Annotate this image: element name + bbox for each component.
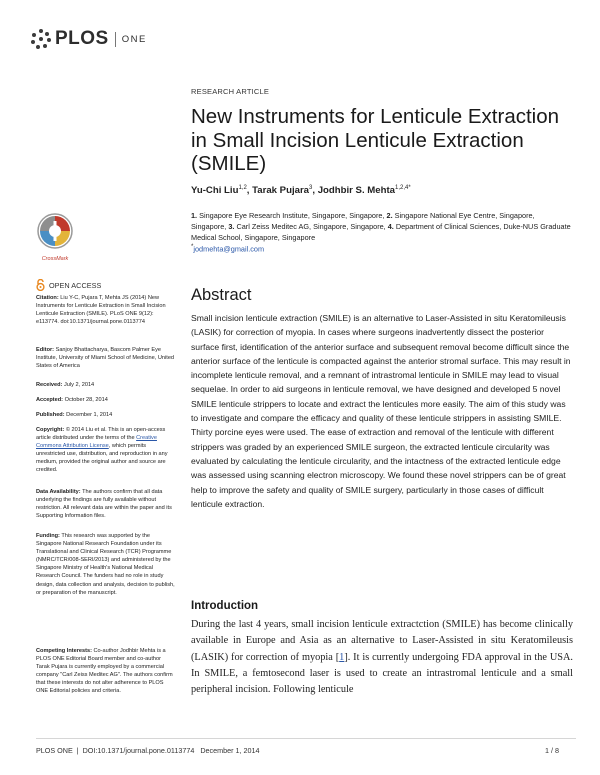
author-name: Yu-Chi Liu — [191, 185, 239, 197]
article-type: RESEARCH ARTICLE — [191, 87, 270, 96]
author-name: Tarak Pujara — [252, 185, 310, 197]
introduction-heading: Introduction — [191, 600, 259, 612]
affiliation-number: 4. — [387, 222, 394, 231]
author-affiliation-marker: 1,2,4* — [395, 185, 411, 191]
abstract-heading: Abstract — [191, 286, 252, 304]
crossmark-label: CrossMark — [41, 256, 69, 262]
funding-info: Funding: This research was supported by the Singapore National Research Foundation under its Translational and Clinical Research (TCR) Programme (NMRC/TCR/008-SERI/2013) and administered by the Singapore Ministry of Health's National Medical Research Council. The funders had no role in study design, data collection and analysis, decision to publish, or preparation of the manuscript. — [36, 533, 175, 596]
competing-interests-info: Competing Interests: Co-author Jodhbir Mehta is a PLOS ONE Editorial Board member and co-author Tarak Pujara is currently employed by a commercial company "Carl Zeiss Meditec AG". The authors confirm that these interests do not alter adherence to PLOS ONE Editorial policies and criteria. — [36, 648, 173, 695]
affiliation-number: 3. — [228, 222, 235, 231]
affiliation-text: Singapore Eye Research Institute, Singapore, Singapore, — [197, 211, 387, 220]
logo-plos-text: PLOS — [55, 28, 109, 49]
author-affiliation-marker: 1,2 — [238, 185, 247, 191]
author-list: Yu-Chi Liu$^{1,2}$, Tarak Pujara$^3$, Jodhbir S. Mehta$^{1,2,4*}$ — [191, 185, 411, 197]
affiliation-number: 1. — [191, 211, 198, 220]
citation-info: Citation: Liu Y-C, Pujara T, Mehta JS (2014) New Instruments for Lenticule Extraction in Small Incision Lenticule Extraction (SMILE). PLoS ONE 9(12): e113774. doi:10.1371/journal.pone.0113774 — [36, 295, 166, 326]
affiliation-text: Carl Zeiss Meditec AG, Singapore, Singapore, — [234, 222, 388, 231]
accepted-date: Accepted: October 28, 2014 — [36, 397, 108, 403]
footer-journal-info: PLOS ONE | DOI:10.1371/journal.pone.0113774 December 1, 2014 — [36, 746, 260, 755]
crossmark-badge[interactable] — [36, 212, 74, 262]
author-affiliation-marker: 3 — [309, 185, 313, 191]
abstract-body: Small incision lenticule extraction (SMILE) is an alternative to Laser-Assisted in situ Keratomileusis (LASIK) for correction of myopia. In cases where surgeons inadvertently dissect the posterior surface first, identification of the anterior surface and subsequent removal become difficult since the anterior surface of the lenticule is compacted against the anterior stromal surface. This may result in incomplete lenticule removal, and a remnant of intrastromal lenticule in SMILE may lead to visual sequelae. In order to aid surgeons in lenticule removal, we have designed and developed 5 novel SMILE lenticule strippers to locate and extract the lenticules more easily. The aim of this study was to investigate and compare the efficacy and quality of these lenticule strippers in assisting SMILE. Thirty porcine eyes were used. The ease of extraction and removal of the lenticule with different strippers was graded by an experienced SMILE surgeon, the extracted lenticule circularity was evaluated by calculating the lenticule circularity, and the intactness of the extracted lenticule edge was assessed using scanning electron microscopy. We found these novel strippers can be of great help to improve the safety and quality of SMILE surgery, particularly in those cases of difficult lenticule extraction. — [191, 313, 571, 509]
article-title: New Instruments for Lenticule Extraction in Small Incision Lenticule Extraction (SMILE) — [191, 105, 560, 175]
citation-link[interactable]: 1 — [339, 651, 345, 663]
received-date: Received: July 2, 2014 — [36, 382, 95, 388]
affiliations — [191, 210, 571, 243]
data-availability-info: Data Availability: The authors confirm that all data underlying the findings are fully available without restriction. All relevant data are within the paper and its Supporting Information files. — [36, 489, 172, 520]
author-name: Jodhbir S. Mehta — [317, 185, 395, 197]
affiliation-number: 2. — [386, 211, 393, 220]
copyright-info: Copyright: © 2014 Liu et al. This is an open-access article distributed under the terms of the Creative Commons Attribution License, which permits unrestricted use, distribution, and reproduction in any medium, provided the original author and source are credited. — [36, 427, 168, 474]
open-lock-icon — [36, 279, 45, 291]
affiliation-text: Department of Clinical Sciences, Duke-NUS Graduate Medical School, Singapore, Singapore — [191, 222, 571, 242]
open-access-badge — [36, 279, 101, 291]
corresponding-email[interactable]: *jodmehta@gmail.com — [191, 243, 265, 254]
editor-info: Editor: Sanjoy Bhattacharya, Bascom Palmer Eye Institute, University of Miami School of Medicine, United States of America — [36, 347, 175, 370]
page-number: 1 / 8 — [545, 746, 559, 755]
plos-one-logo — [30, 28, 147, 50]
published-date: Published: December 1, 2014 — [36, 412, 113, 418]
license-link[interactable]: Creative Commons Attribution License — [36, 435, 157, 450]
open-access-label: OPEN ACCESS — [49, 280, 102, 290]
crossmark-icon — [36, 212, 74, 250]
plos-dots-icon — [30, 29, 52, 49]
logo-one-text: ONE — [121, 33, 147, 45]
affiliation-text: Singapore National Eye Centre, Singapore, Singapore, — [191, 211, 535, 231]
logo-divider — [115, 32, 116, 47]
footer-divider — [36, 738, 576, 739]
email-link[interactable]: jodmehta@gmail.com — [193, 244, 265, 254]
introduction-body: During the last 4 years, small incision lenticule extractction (SMILE) has become clinically available in Europe and Asia as an alternative to Laser-Assisted in situ Keratomileusis (LASIK) for correction of myopia [1]. It is currently undergoing FDA approval in the USA. In SMILE, a femtosecond laser is used to create an intrastromal lenticule and a small peripheral incision. Following lenticule — [191, 619, 573, 696]
